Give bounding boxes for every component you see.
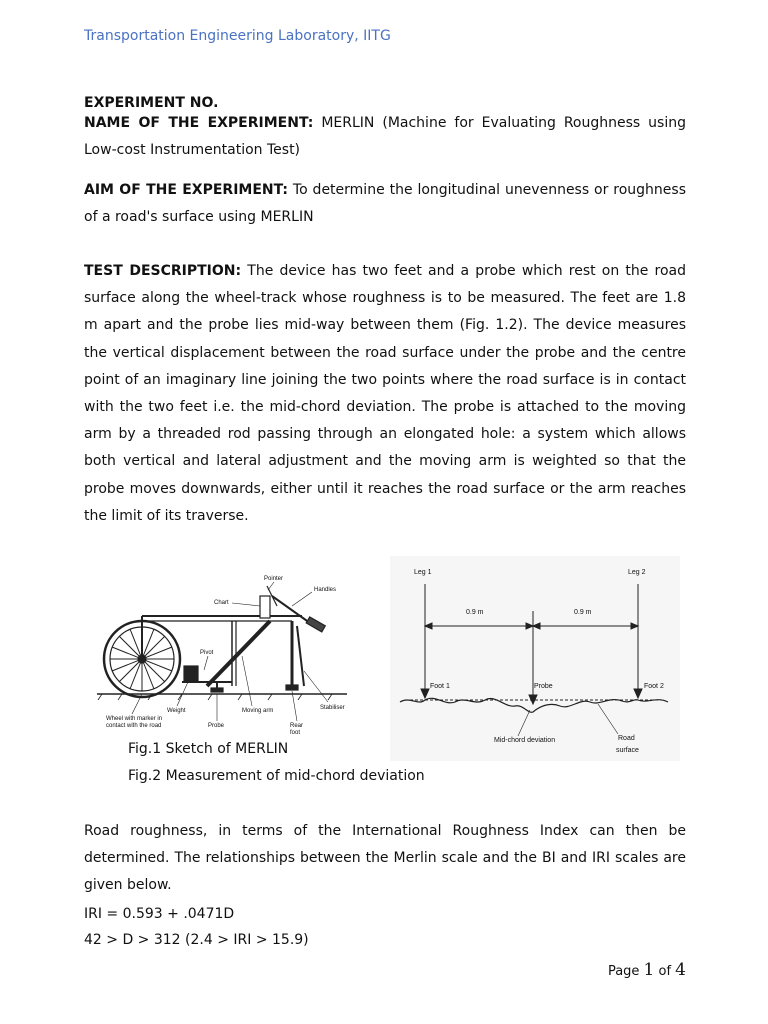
label-stabiliser: Stabiliser	[320, 705, 345, 711]
label-road: Road	[618, 735, 635, 742]
description-text: The device has two feet and a probe which rest on the road surface along the wheel-track whose roughness is to be measured. The feet are 1.8 m apart and the probe lies mid-way between them (Fig. 1.2). The device measures the vertical displacement between the road surface under the probe and the centre point of an imaginary line joining the two points where the road surface is in contact with the two feet i.e. the mid-chord deviation. The probe is attached to the moving arm by a threaded rod passing through an elongated hole: a system which allows both vertical and lateral adjustment and the moving arm is weighted so that the probe moves downwards, either until it reaches the road surface or the arm reaches the limit of its traverse.	[84, 263, 686, 524]
page-label: Page	[607, 964, 644, 979]
label-weight: Weight	[167, 708, 186, 714]
label-foot: foot	[290, 730, 301, 736]
name-text: MERLIN (Machine for Evaluating Roughness using Low-cost Instrumentation Test)	[84, 115, 687, 159]
test-description-paragraph	[84, 258, 686, 530]
aim-label: AIM OF THE EXPERIMENT:	[84, 182, 289, 198]
page-header: Transportation Engineering Laboratory, IITG	[84, 28, 391, 44]
page-of: of	[654, 964, 676, 979]
aim-paragraph	[84, 177, 686, 231]
label-probe: Probe	[534, 683, 553, 690]
label-midchord: Mid-chord deviation	[494, 737, 556, 744]
page-number: 1	[643, 960, 655, 980]
figure1-caption: Fig.1 Sketch of MERLIN	[128, 741, 289, 757]
label-handles: Handles	[314, 587, 337, 593]
name-label: NAME OF THE EXPERIMENT:	[84, 115, 314, 131]
label-dist2: 0.9 m	[574, 609, 592, 616]
roughness-paragraph: Road roughness, in terms of the International Roughness Index can then be determined. The relationships between the Merlin scale and the BI and IRI scales are given below.	[84, 823, 686, 894]
iri-formula: IRI = 0.593 + .0471D	[84, 906, 235, 922]
label-chart: Chart	[214, 600, 229, 606]
label-leg1: Leg 1	[414, 569, 432, 576]
label-dist1: 0.9 m	[466, 609, 484, 616]
page-footer	[608, 960, 686, 980]
label-moving-arm: Moving arm	[242, 708, 274, 714]
experiment-name-paragraph	[84, 110, 686, 164]
label-probe: Probe	[208, 723, 225, 729]
midchord-deviation-figure	[390, 556, 680, 761]
label-foot2: Foot 2	[644, 683, 664, 690]
page-total: 4	[675, 960, 686, 980]
label-foot1: Foot 1	[430, 683, 450, 690]
aim-text: To determine the longitudinal unevenness or roughness of a road's surface using MERLIN	[84, 182, 686, 226]
label-wheel-line2: contact with the road	[106, 723, 162, 729]
label-leg2: Leg 2	[628, 569, 646, 576]
scale-range: 42 > D > 312 (2.4 > IRI > 15.9)	[84, 932, 309, 948]
label-pointer: Pointer	[264, 576, 284, 582]
experiment-no: EXPERIMENT NO.	[84, 95, 219, 111]
label-surface: surface	[616, 747, 639, 754]
label-pivot: Pivot	[200, 650, 214, 656]
figure2-caption: Fig.2 Measurement of mid-chord deviation	[128, 768, 425, 784]
merlin-sketch-figure	[92, 566, 352, 744]
label-rear: Rear	[290, 723, 304, 729]
description-label: TEST DESCRIPTION:	[84, 263, 242, 279]
label-wheel-line1: Wheel with marker in	[106, 716, 163, 722]
